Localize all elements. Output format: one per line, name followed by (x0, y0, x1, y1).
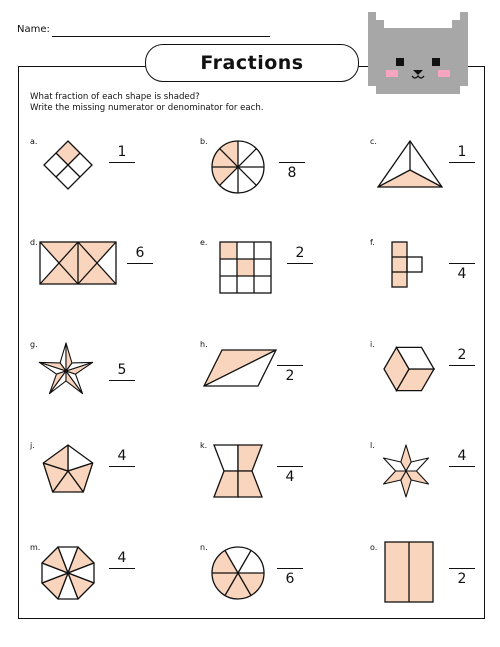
numerator[interactable] (449, 244, 475, 262)
answer-fraction (109, 361, 135, 399)
problem-e (200, 238, 350, 328)
denominator[interactable]: 2 (285, 368, 295, 384)
problem-letter: d. (30, 238, 38, 247)
problem-k (200, 441, 350, 531)
answer-fraction (449, 143, 475, 181)
answer-fraction (449, 549, 475, 587)
problem-letter: i. (370, 340, 375, 349)
grid-3x3-shape (216, 238, 274, 296)
numerator[interactable]: 4 (117, 448, 127, 464)
problem-letter: j. (30, 441, 35, 450)
problem-letter: e. (200, 238, 208, 247)
answer-fraction (449, 346, 475, 384)
fraction-bar (449, 568, 475, 569)
denominator[interactable] (449, 367, 475, 385)
answer-fraction (127, 244, 153, 282)
fraction-bar (449, 263, 475, 264)
denominator[interactable]: 4 (457, 266, 467, 282)
hourglass-quarters-shape (210, 441, 266, 501)
numerator[interactable] (279, 143, 305, 161)
instruction-line-2: Write the missing numerator or denominator for each. (30, 103, 264, 113)
denominator[interactable] (109, 164, 135, 182)
answer-fraction (449, 447, 475, 485)
denominator[interactable]: 8 (287, 165, 297, 181)
problem-m (30, 543, 180, 633)
answer-fraction (109, 143, 135, 181)
hexagon-thirds-shape (380, 340, 438, 398)
denominator[interactable]: 4 (285, 469, 295, 485)
numerator[interactable]: 5 (117, 362, 127, 378)
circle-eighths-shape (208, 137, 268, 197)
fraction-bar (127, 263, 153, 264)
numerator[interactable] (449, 549, 475, 567)
problem-n (200, 543, 350, 633)
fraction-bar (277, 466, 303, 467)
title-banner (145, 44, 359, 82)
rectangle-x-eighths-shape (36, 238, 120, 288)
problem-letter: k. (200, 441, 208, 450)
cat-mascot-icon (368, 12, 478, 102)
problem-g (30, 340, 180, 430)
fraction-bar (287, 263, 313, 264)
problem-c (370, 137, 500, 227)
answer-fraction (287, 244, 313, 282)
problem-f (370, 238, 500, 328)
fraction-bar (449, 365, 475, 366)
problem-a (30, 137, 180, 227)
hexagram-sixths-shape (374, 441, 438, 501)
numerator[interactable]: 1 (117, 144, 127, 160)
denominator[interactable] (287, 265, 313, 283)
parallelogram-halves-shape (200, 346, 280, 390)
problem-l (370, 441, 500, 531)
fraction-bar (109, 380, 135, 381)
numerator[interactable]: 2 (295, 245, 305, 261)
problem-d (30, 238, 180, 328)
problem-letter: g. (30, 340, 38, 349)
denominator[interactable] (449, 468, 475, 486)
answer-fraction (109, 447, 135, 485)
fraction-bar (277, 568, 303, 569)
denominator[interactable] (449, 164, 475, 182)
problem-letter: h. (200, 340, 208, 349)
fraction-bar (109, 162, 135, 163)
denominator[interactable] (127, 265, 153, 283)
problem-letter: l. (370, 441, 375, 450)
answer-fraction (449, 244, 475, 282)
numerator[interactable] (277, 549, 303, 567)
numerator[interactable] (277, 447, 303, 465)
fraction-bar (277, 365, 303, 366)
instruction-line-1: What fraction of each shape is shaded? (30, 92, 200, 102)
fraction-bar (449, 466, 475, 467)
numerator[interactable]: 1 (457, 144, 467, 160)
problem-b (200, 137, 350, 227)
name-line[interactable] (52, 36, 270, 37)
answer-fraction (277, 346, 303, 384)
instructions (30, 92, 264, 114)
denominator[interactable] (109, 570, 135, 588)
circle-sixths-shape (208, 543, 268, 603)
problem-letter: f. (370, 238, 375, 247)
problem-letter: n. (200, 543, 208, 552)
octagon-eighths-shape (38, 543, 98, 603)
page-title: Fractions (200, 52, 304, 74)
fraction-bar (109, 568, 135, 569)
numerator[interactable]: 4 (117, 550, 127, 566)
answer-fraction (277, 549, 303, 587)
denominator[interactable] (109, 468, 135, 486)
problem-i (370, 340, 500, 430)
t-tetromino-shape (388, 238, 428, 290)
fraction-bar (449, 162, 475, 163)
problem-letter: o. (370, 543, 378, 552)
numerator[interactable]: 4 (457, 448, 467, 464)
answer-fraction (109, 549, 135, 587)
name-label: Name: (17, 24, 50, 35)
denominator[interactable] (109, 382, 135, 400)
problem-letter: b. (200, 137, 208, 146)
triangle-thirds-shape (374, 137, 446, 193)
diamond-quarters-shape (40, 137, 96, 193)
star-tenths-shape (36, 340, 96, 398)
answer-fraction (279, 143, 305, 181)
problem-letter: m. (30, 543, 41, 552)
fraction-bar (109, 466, 135, 467)
problem-letter: c. (370, 137, 377, 146)
numerator[interactable]: 6 (135, 245, 145, 261)
answer-fraction (277, 447, 303, 485)
denominator[interactable]: 6 (285, 571, 295, 587)
problem-letter: a. (30, 137, 38, 146)
fraction-bar (279, 162, 305, 163)
denominator[interactable]: 2 (457, 571, 467, 587)
problem-h (200, 340, 350, 430)
numerator[interactable] (277, 346, 303, 364)
problem-j (30, 441, 180, 531)
rectangle-halves-shape (382, 539, 438, 607)
numerator[interactable]: 2 (457, 347, 467, 363)
pentagon-fifths-shape (38, 441, 98, 497)
problem-o (370, 543, 500, 633)
